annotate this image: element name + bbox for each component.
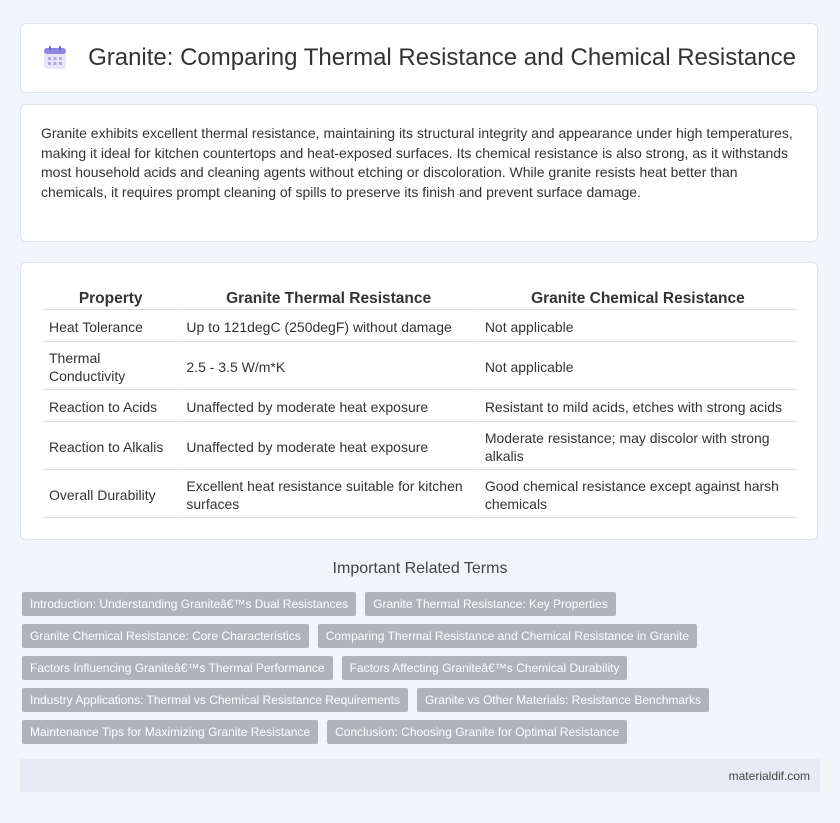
table-cell: Thermal Conductivity	[43, 344, 178, 390]
table-row	[43, 424, 797, 470]
footer-site-link[interactable]: materialdif.com	[728, 769, 810, 783]
related-term-tag[interactable]: Factors Affecting Graniteâ€™s Chemical Durability	[342, 656, 628, 680]
related-term-tag[interactable]: Granite Chemical Resistance: Core Characteristics	[22, 624, 309, 648]
page-title: Granite: Comparing Thermal Resistance and Chemical Resistance	[88, 44, 796, 71]
related-terms-list	[22, 592, 822, 752]
table-header-row	[43, 285, 797, 310]
related-term-tag[interactable]: Introduction: Understanding Graniteâ€™s Dual Resistances	[22, 592, 356, 616]
table-row	[43, 392, 797, 422]
table-cell: Unaffected by moderate heat exposure	[180, 392, 476, 422]
table-cell: Not applicable	[479, 312, 797, 342]
table-cell: Not applicable	[479, 344, 797, 390]
calendar-icon	[42, 45, 68, 71]
table-cell: 2.5 - 3.5 W/m*K	[180, 344, 476, 390]
comparison-table	[41, 283, 799, 520]
footer	[20, 759, 820, 792]
column-header-property: Property	[43, 285, 178, 310]
table-cell: Heat Tolerance	[43, 312, 178, 342]
table-cell: Up to 121degC (250degF) without damage	[180, 312, 476, 342]
table-cell: Reaction to Alkalis	[43, 424, 178, 470]
table-cell: Unaffected by moderate heat exposure	[180, 424, 476, 470]
column-header-thermal: Granite Thermal Resistance	[180, 285, 476, 310]
related-term-tag[interactable]: Maintenance Tips for Maximizing Granite Resistance	[22, 720, 318, 744]
comparison-table-card	[20, 262, 818, 540]
header-card	[20, 23, 818, 93]
intro-card	[20, 104, 818, 242]
table-cell: Excellent heat resistance suitable for kitchen surfaces	[180, 472, 476, 518]
related-terms-heading: Important Related Terms	[332, 560, 508, 577]
related-term-tag[interactable]: Granite vs Other Materials: Resistance Benchmarks	[417, 688, 709, 712]
table-cell: Good chemical resistance except against harsh chemicals	[479, 472, 797, 518]
table-cell: Resistant to mild acids, etches with strong acids	[479, 392, 797, 422]
related-term-tag[interactable]: Granite Thermal Resistance: Key Properties	[365, 592, 616, 616]
table-row	[43, 312, 797, 342]
table-row	[43, 344, 797, 390]
table-row	[43, 472, 797, 518]
related-term-tag[interactable]: Industry Applications: Thermal vs Chemical Resistance Requirements	[22, 688, 408, 712]
related-term-tag[interactable]: Conclusion: Choosing Granite for Optimal Resistance	[327, 720, 627, 744]
column-header-chemical: Granite Chemical Resistance	[479, 285, 797, 310]
table-cell: Overall Durability	[43, 472, 178, 518]
related-term-tag[interactable]: Comparing Thermal Resistance and Chemical Resistance in Granite	[318, 624, 697, 648]
table-cell: Reaction to Acids	[43, 392, 178, 422]
related-term-tag[interactable]: Factors Influencing Graniteâ€™s Thermal Performance	[22, 656, 333, 680]
intro-paragraph: Granite exhibits excellent thermal resistance, maintaining its structural integrity and appearance under high temperatures, making it ideal for kitchen countertops and heat-exposed surfaces. Its chemical resistance is also strong, as it withstands most household acids and cleaning agents without etching or discoloration. While granite resists heat better than chemicals, it requires prompt cleaning of spills to preserve its finish and prevent surface damage.	[41, 125, 793, 200]
table-cell: Moderate resistance; may discolor with strong alkalis	[479, 424, 797, 470]
